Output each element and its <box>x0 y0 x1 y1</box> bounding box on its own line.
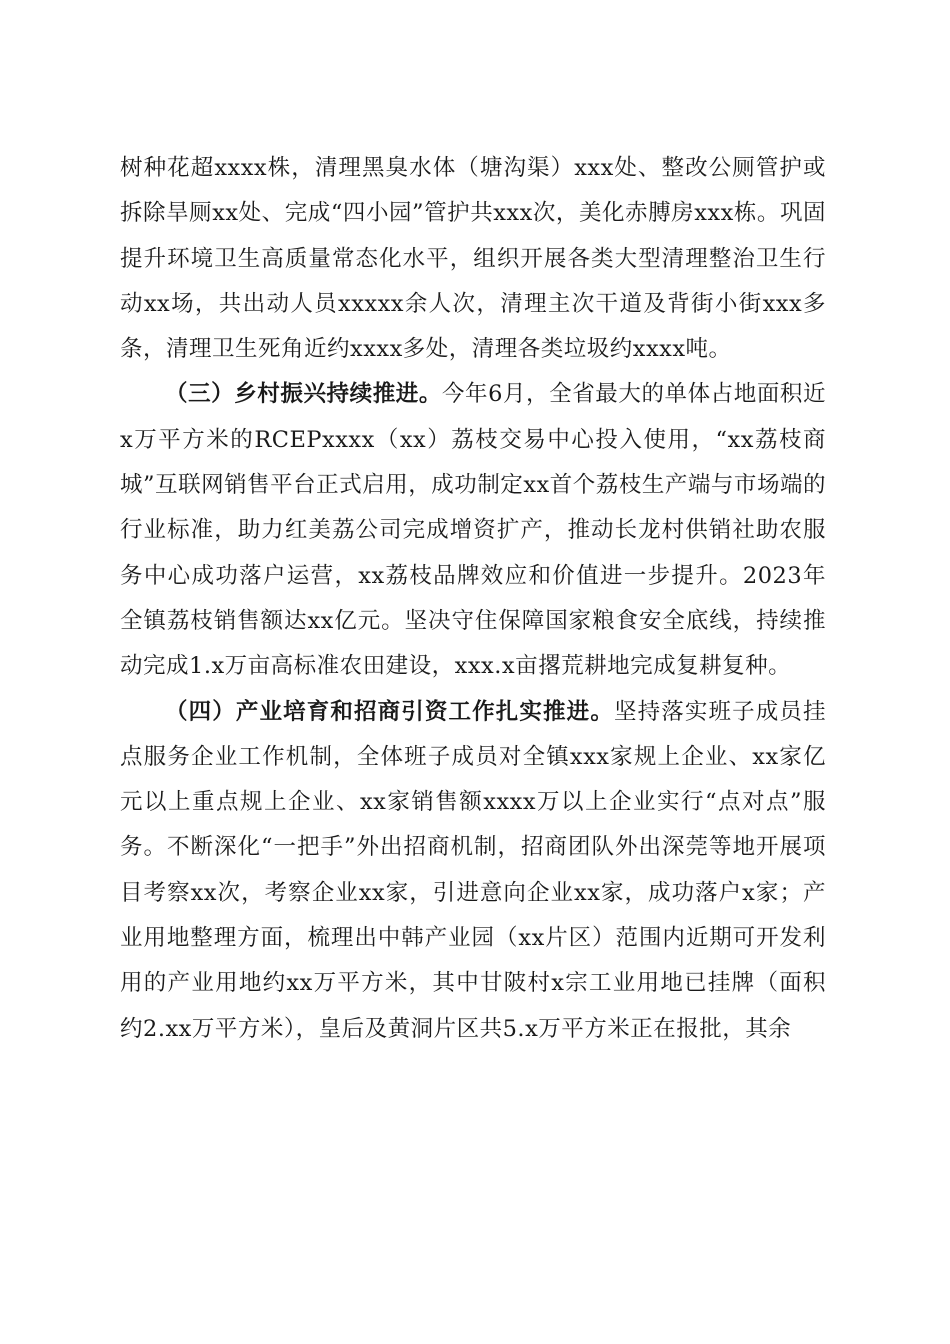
section-heading-4: （四）产业培育和招商引资工作扎实推进。 <box>165 698 614 725</box>
paragraph-rural-revitalization <box>120 372 826 689</box>
paragraph-text: 今年6月，全省最大的单体占地面积近x万平方米的RCEPxxxx（xx）荔枝交易中心投入使用，“xx荔枝商城”互联网销售平台正式启用，成功制定xx首个荔枝生产端与市场端的行业标准，助力红美荔公司完成增资扩产，推动长龙村供销社助农服务中心成功落户运营，xx荔枝品牌效应和价值进一步提升。2023年全镇荔枝销售额达xx亿元。坚决守住保障国家粮食安全底线，持续推动完成1.x万亩高标准农田建设，xxx.x亩撂荒耕地完成复耕复种。 <box>120 381 826 680</box>
section-heading-3: （三）乡村振兴持续推进。 <box>165 381 442 408</box>
paragraph-environment <box>120 146 826 372</box>
paragraph-text: 坚持落实班子成员挂点服务企业工作机制，全体班子成员对全镇xxx家规上企业、xx家亿元以上重点规上企业、xx家销售额xxxx万以上企业实行“点对点”服务。不断深化“一把手”外出招商机制，招商团队外出深莞等地开展项目考察xx次，考察企业xx家，引进意向企业xx家，成功落户x家；产业用地整理方面，梳理出中韩产业园（xx片区）范围内近期可开发利用的产业用地约xx万平方米，其中甘陂村x宗工业用地已挂牌（面积约2.xx万平方米），皇后及黄洞片区共5.x万平方米正在报批，其余 <box>120 698 826 1042</box>
paragraph-text: 树种花超xxxx株，清理黑臭水体（塘沟渠）xxx处、整改公厕管护或拆除旱厕xx处、完成“四小园”管护共xxx次，美化赤膊房xxx栋。巩固提升环境卫生高质量常态化水平，组织开展各类大型清理整治卫生行动xx场，共出动人员xxxxx余人次，清理主次干道及背街小街xxx多条，清理卫生死角近约xxxx多处，清理各类垃圾约xxxx吨。 <box>120 155 826 363</box>
paragraph-industry-investment <box>120 690 826 1052</box>
document-body <box>120 146 826 1052</box>
